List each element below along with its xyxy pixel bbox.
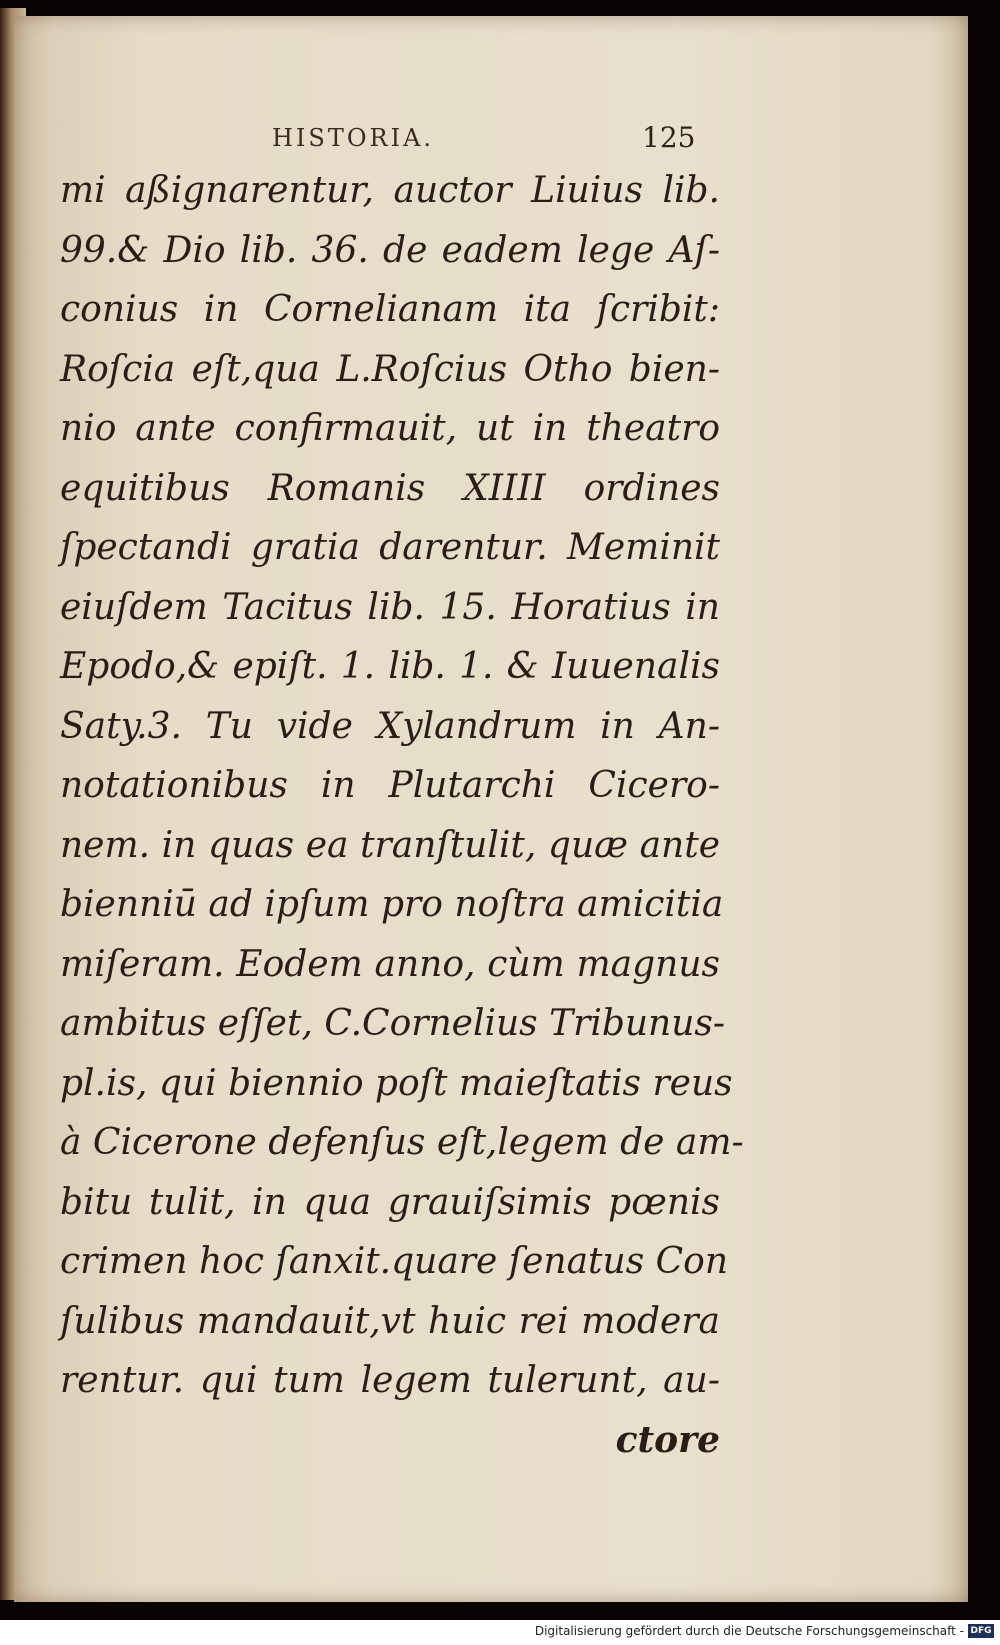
text-line: conius in Cornelianam ita ſcribit: <box>60 289 720 330</box>
text-line: nem. in quas ea tranſtulit, quæ ante <box>60 824 720 866</box>
text-line: equitibus Romanis XIIII ordines <box>60 467 720 509</box>
book-page <box>14 16 968 1602</box>
text-line: eiuſdem Tacitus lib. 15. Horatius in <box>60 586 720 628</box>
text-line: 99.& Dio lib. 36. de eadem lege Aſ- <box>60 229 720 271</box>
footer-bar <box>0 1620 1000 1645</box>
text-line: crimen hoc ſanxit.quare ſenatus Con <box>60 1241 729 1282</box>
catchword: ctore <box>615 1418 720 1461</box>
page-header <box>14 121 968 158</box>
page-number: 125 <box>642 121 696 154</box>
text-line: Saty.3. Tu vide Xylandrum in An- <box>60 705 720 747</box>
body-text <box>60 161 744 1470</box>
text-line: à Cicerone defenſus eſt,legem de am- <box>60 1122 744 1163</box>
running-title: HISTORIA. <box>272 124 435 152</box>
dfg-logo: DFG <box>968 1624 994 1638</box>
text-line: ſulibus mandauit,vt huic rei modera <box>60 1300 720 1342</box>
text-line: mi aßignarentur, auctor Liuius lib. <box>60 170 720 211</box>
text-line: Epodo,& epiſt. 1. lib. 1. & Iuuenalis <box>60 646 720 687</box>
text-line: bienniū ad ipſum pro noſtra amicitia <box>60 884 724 925</box>
text-line: Roſcia eſt,qua L.Roſcius Otho bien- <box>60 348 720 390</box>
text-line: nio ante confirmauit, ut in theatro <box>60 408 720 449</box>
text-line: notationibus in Plutarchi Cicero- <box>60 765 720 806</box>
text-line: ſpectandi gratia darentur. Meminit <box>60 527 720 568</box>
text-line: pl.is, qui biennio poſt maieſtatis reus <box>60 1062 733 1104</box>
text-line: ambitus eſſet, C.Cornelius Tribunus- <box>60 1003 726 1044</box>
funding-credit: Digitalisierung gefördert durch die Deutsche Forschungsgemeinschaft - <box>534 1624 964 1638</box>
text-line: rentur. qui tum legem tulerunt, au- <box>60 1360 720 1401</box>
text-line: bitu tulit, in qua grauiſsimis pœnis <box>60 1181 720 1223</box>
text-line: miſeram. Eodem anno, cùm magnus <box>60 943 720 985</box>
